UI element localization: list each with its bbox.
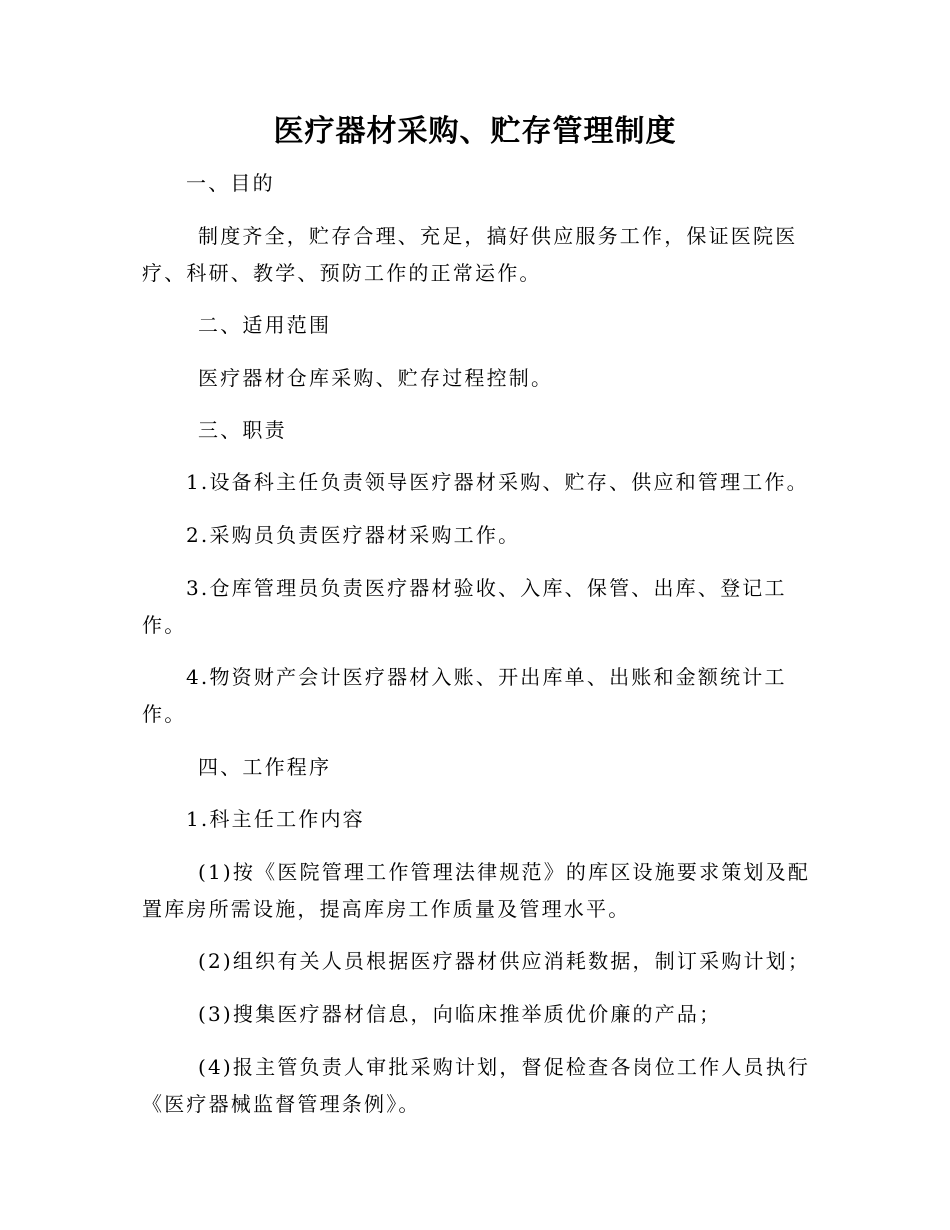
list-item-continuation: 作。 bbox=[142, 702, 187, 726]
list-item: (1)按《医院管理工作管理法律规范》的库区设施要求策划及配 bbox=[198, 860, 811, 884]
list-item: 3.仓库管理员负责医疗器材验收、入库、保管、出库、登记工 bbox=[186, 576, 787, 600]
paragraph-line: 制度齐全，贮存合理、充足，搞好供应服务工作，保证医院医 bbox=[198, 224, 798, 248]
paragraph-line: 医疗器材仓库采购、贮存过程控制。 bbox=[198, 366, 554, 390]
list-item: (3)搜集医疗器材信息，向临床推举质优价廉的产品； bbox=[198, 1002, 722, 1026]
list-item: (4)报主管负责人审批采购计划，督促检查各岗位工作人员执行 bbox=[198, 1055, 811, 1079]
list-item: (2)组织有关人员根据医疗器材供应消耗数据，制订采购计划； bbox=[198, 949, 811, 973]
document-title: 医疗器材采购、贮存管理制度 bbox=[273, 114, 677, 149]
section-heading-scope: 二、适用范围 bbox=[198, 313, 332, 337]
list-item: 2.采购员负责医疗器材采购工作。 bbox=[186, 523, 521, 547]
paragraph-line: 疗、科研、教学、预防工作的正常运作。 bbox=[142, 261, 542, 285]
list-item-continuation: 置库房所需设施，提高库房工作质量及管理水平。 bbox=[142, 897, 631, 921]
list-item: 4.物资财产会计医疗器材入账、开出库单、出账和金额统计工 bbox=[186, 665, 787, 689]
list-item-continuation: 《医疗器械监督管理条例》。 bbox=[142, 1092, 421, 1116]
section-heading-purpose: 一、目的 bbox=[186, 171, 275, 195]
section-heading-responsibilities: 三、职责 bbox=[198, 418, 287, 442]
list-item-continuation: 作。 bbox=[142, 613, 187, 637]
section-heading-procedure: 四、工作程序 bbox=[198, 755, 332, 779]
list-item: 1.设备科主任负责领导医疗器材采购、贮存、供应和管理工作。 bbox=[186, 470, 809, 494]
subsection-heading: 1.科主任工作内容 bbox=[186, 807, 365, 831]
